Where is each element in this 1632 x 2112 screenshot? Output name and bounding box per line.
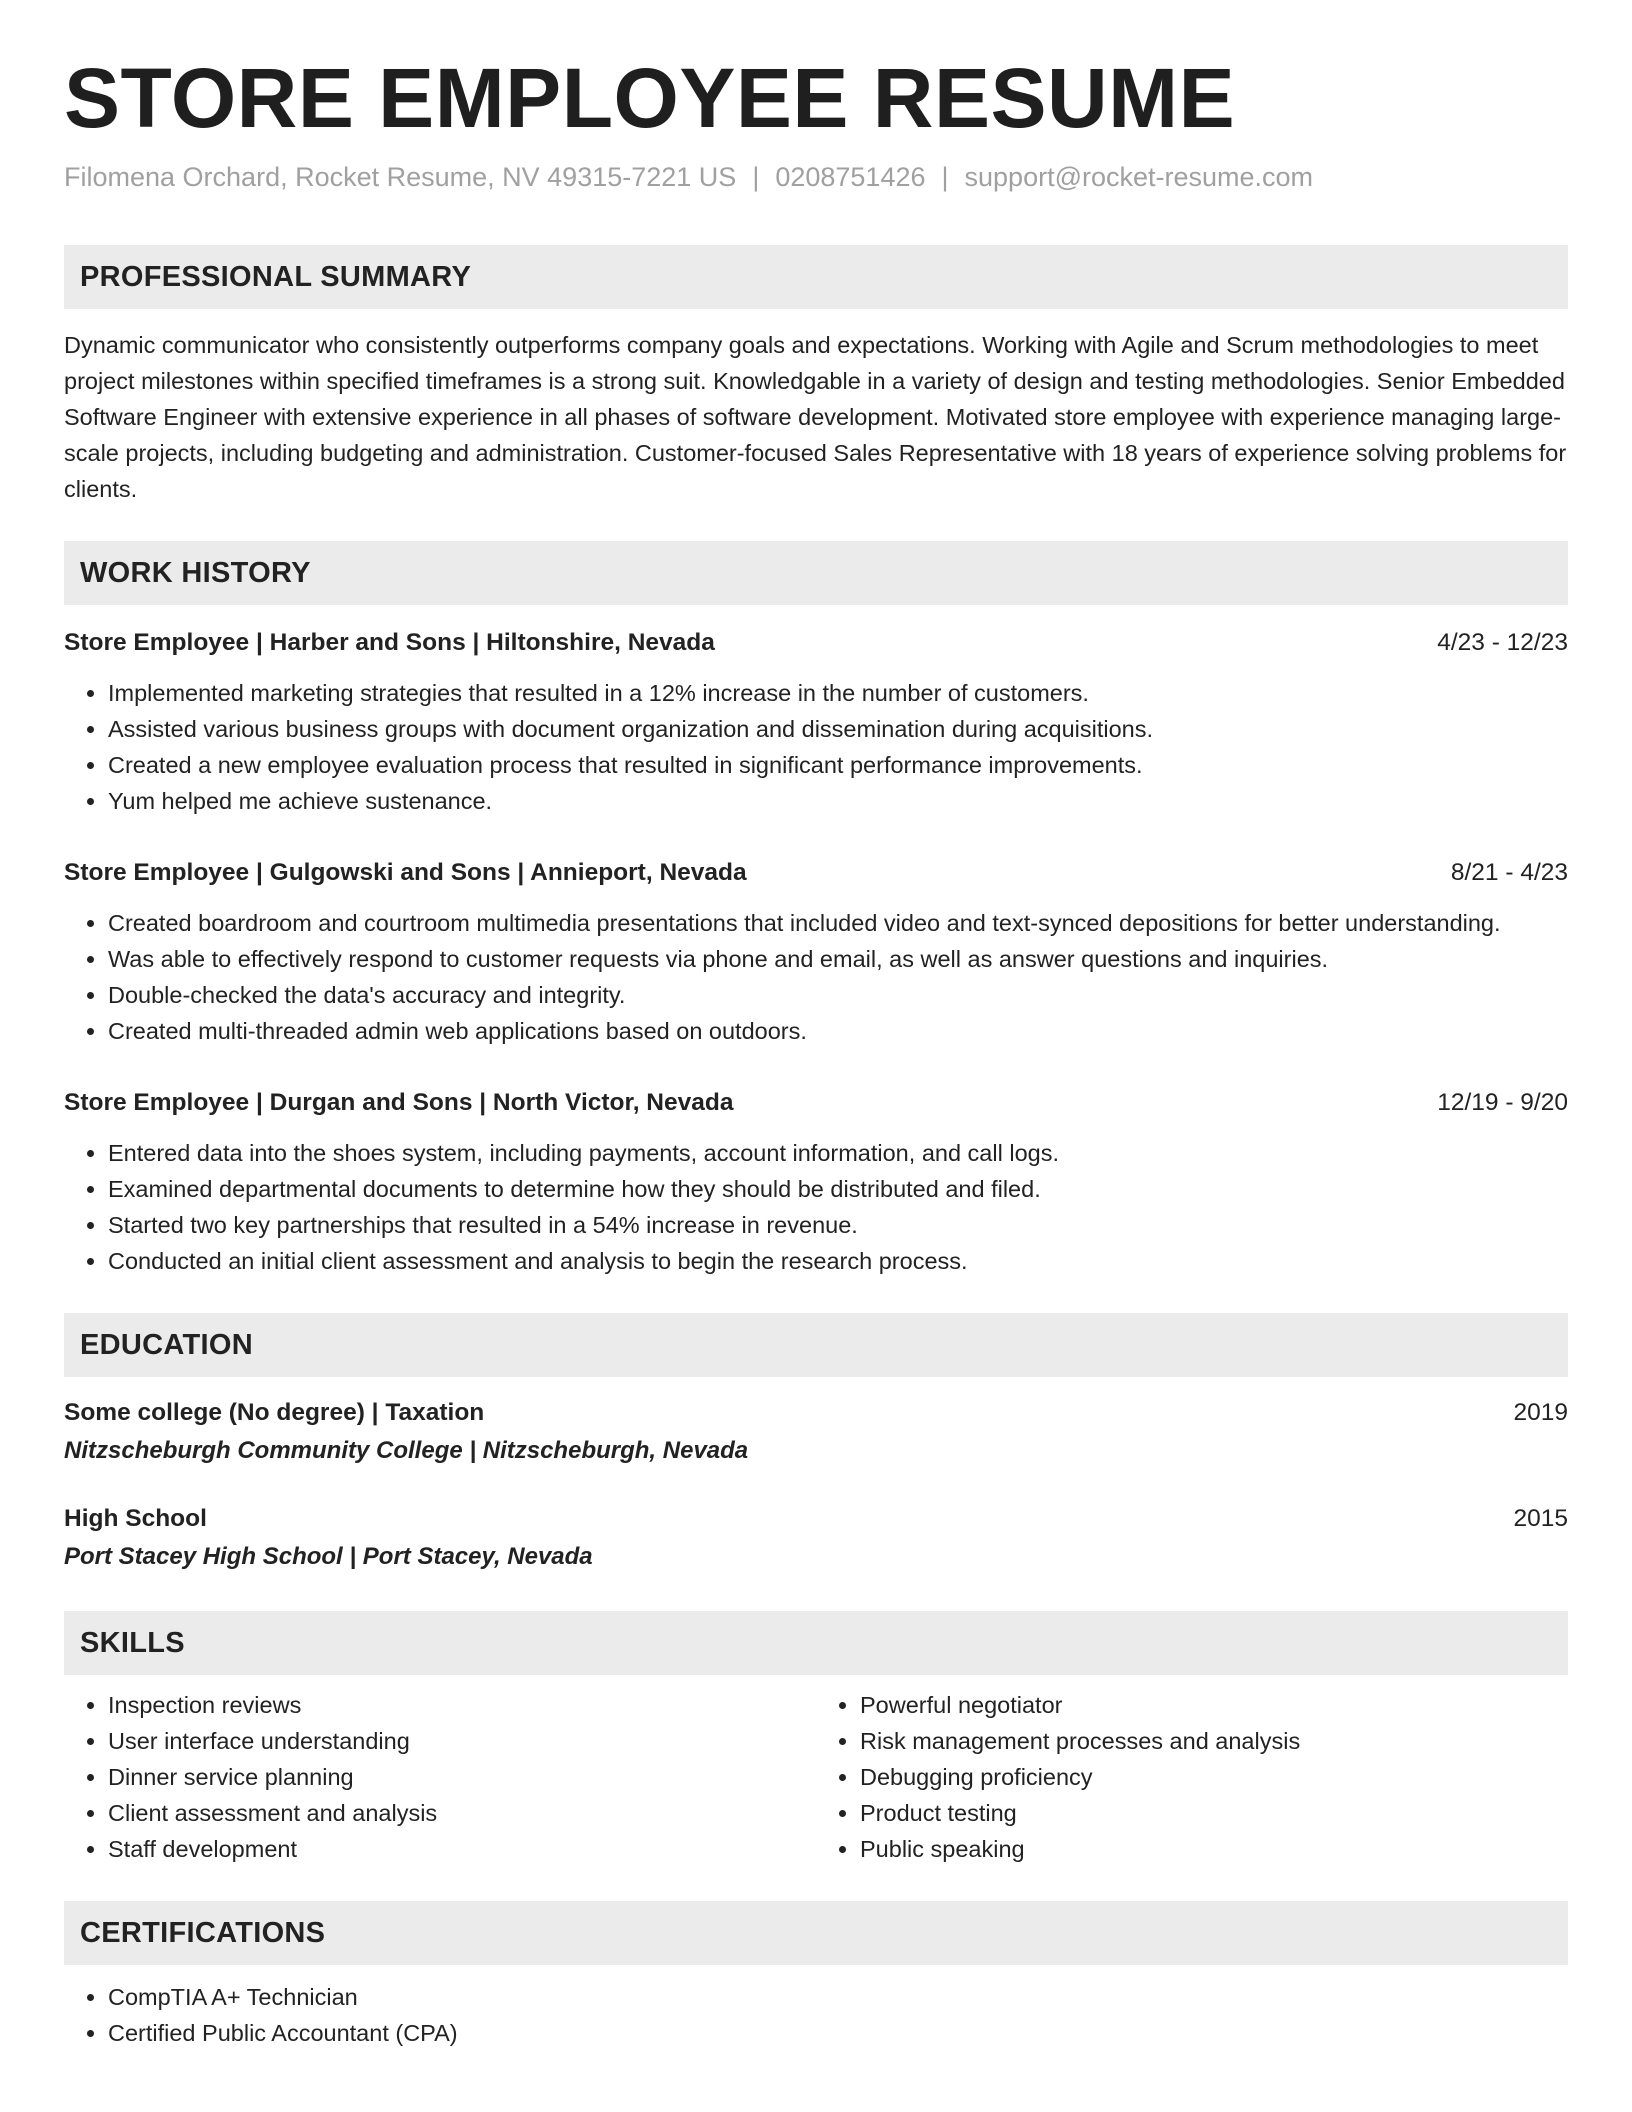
job-header <box>64 625 1568 661</box>
contact-separator: | <box>752 162 760 192</box>
job-bullet: • Started two key partnerships that resulted in a 54% increase in revenue. <box>108 1207 1568 1243</box>
skills-list-right <box>816 1687 1568 1867</box>
skill-item: • Inspection reviews <box>108 1687 816 1723</box>
certification-item: • CompTIA A+ Technician <box>108 1979 1568 2015</box>
job-bullets <box>64 905 1568 1049</box>
job-title: Store Employee | Harber and Sons | Hiltonshire, Nevada <box>64 629 715 656</box>
education-year: 2015 <box>1513 1505 1568 1532</box>
certifications-list <box>64 1979 1568 2051</box>
section-heading-summary: PROFESSIONAL SUMMARY <box>64 245 1568 309</box>
contact-email: support@rocket-resume.com <box>964 162 1314 192</box>
contact-separator: | <box>941 162 949 192</box>
job-bullet: • Was able to effectively respond to customer requests via phone and email, as well as answer questions and inquiries. <box>108 941 1568 977</box>
job-bullet: • Conducted an initial client assessment and analysis to begin the research process. <box>108 1243 1568 1279</box>
skill-item: • Public speaking <box>860 1831 1568 1867</box>
section-heading-certifications: CERTIFICATIONS <box>64 1901 1568 1965</box>
certification-item: • Certified Public Accountant (CPA) <box>108 2015 1568 2051</box>
job-bullet: • Created multi-threaded admin web applications based on outdoors. <box>108 1013 1568 1049</box>
job-bullets <box>64 675 1568 819</box>
job-bullets <box>64 1135 1568 1279</box>
education-degree: Some college (No degree) | Taxation <box>64 1399 485 1426</box>
skill-item: • Client assessment and analysis <box>108 1795 816 1831</box>
resume-page <box>64 51 1568 2051</box>
job-bullet: • Double-checked the data's accuracy and integrity. <box>108 977 1568 1013</box>
certifications-block <box>64 1979 1568 2051</box>
job-bullet: • Created a new employee evaluation process that resulted in significant performance improvements. <box>108 747 1568 783</box>
skill-item: • User interface understanding <box>108 1723 816 1759</box>
job-title: Store Employee | Durgan and Sons | North Victor, Nevada <box>64 1089 734 1116</box>
section-heading-skills: SKILLS <box>64 1611 1568 1675</box>
education-header <box>64 1395 1568 1431</box>
education-entry <box>64 1395 1568 1471</box>
skill-item: • Powerful negotiator <box>860 1687 1568 1723</box>
skill-item: • Staff development <box>108 1831 816 1867</box>
contact-phone: 0208751426 <box>775 162 926 192</box>
summary-text: Dynamic communicator who consistently outperforms company goals and expectations. Working with Agile and Scrum methodologies to meet project milestones within specified timeframes is a strong suit. Knowledgable in a variety of design and testing methodologies. Senior Embedded Software Engineer with extensive experience in all phases of software development. Motivated store employee with experience managing large-scale projects, including budgeting and administration. Customer-focused Sales Representative with 18 years of experience solving problems for clients. <box>64 332 1567 502</box>
contact-address: Filomena Orchard, Rocket Resume, NV 49315-7221 US <box>64 162 737 192</box>
contact-line <box>64 162 1568 193</box>
job-bullet: • Examined departmental documents to determine how they should be distributed and filed. <box>108 1171 1568 1207</box>
job-entry <box>64 1085 1568 1279</box>
job-dates: 12/19 - 9/20 <box>1437 1089 1568 1116</box>
job-header <box>64 855 1568 891</box>
skills-list-left <box>64 1687 816 1867</box>
job-dates: 4/23 - 12/23 <box>1437 629 1568 656</box>
education-header <box>64 1501 1568 1537</box>
job-title: Store Employee | Gulgowski and Sons | Annieport, Nevada <box>64 859 747 886</box>
job-bullet: • Implemented marketing strategies that resulted in a 12% increase in the number of customers. <box>108 675 1568 711</box>
job-dates: 8/21 - 4/23 <box>1450 859 1568 886</box>
education-degree: High School <box>64 1505 207 1532</box>
resume-title: STORE EMPLOYEE RESUME <box>64 51 1236 145</box>
skill-item: • Risk management processes and analysis <box>860 1723 1568 1759</box>
job-bullet: • Created boardroom and courtroom multimedia presentations that included video and text-synced depositions for better understanding. <box>108 905 1568 941</box>
education-year: 2019 <box>1513 1399 1568 1426</box>
education-school: Nitzscheburgh Community College | Nitzscheburgh, Nevada <box>64 1437 749 1464</box>
job-header <box>64 1085 1568 1121</box>
skill-item: • Product testing <box>860 1795 1568 1831</box>
education-entry <box>64 1501 1568 1577</box>
job-bullet: • Entered data into the shoes system, including payments, account information, and call logs. <box>108 1135 1568 1171</box>
job-entry <box>64 625 1568 819</box>
skill-item: • Debugging proficiency <box>860 1759 1568 1795</box>
job-entry <box>64 855 1568 1049</box>
job-bullet: • Yum helped me achieve sustenance. <box>108 783 1568 819</box>
skill-item: • Dinner service planning <box>108 1759 816 1795</box>
job-bullet: • Assisted various business groups with document organization and dissemination during acquisitions. <box>108 711 1568 747</box>
skills-columns <box>64 1687 1568 1867</box>
section-heading-education: EDUCATION <box>64 1313 1568 1377</box>
education-school: Port Stacey High School | Port Stacey, Nevada <box>64 1543 593 1570</box>
section-heading-work-history: WORK HISTORY <box>64 541 1568 605</box>
